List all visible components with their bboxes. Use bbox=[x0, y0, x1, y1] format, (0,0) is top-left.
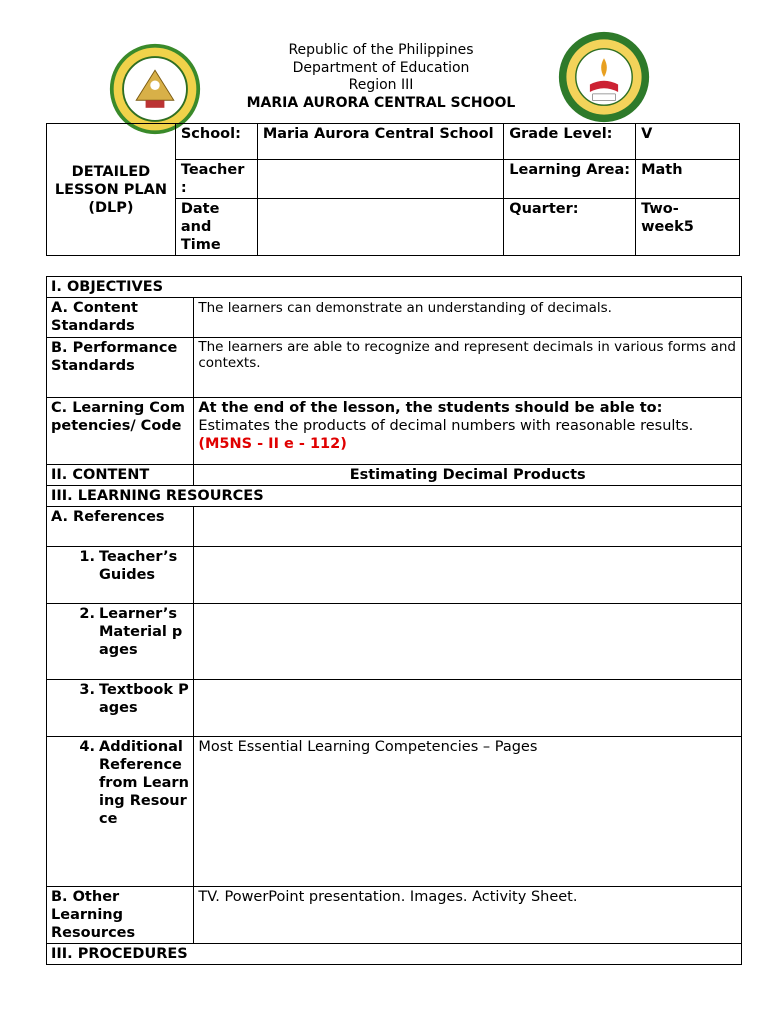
department-line: Department of Education bbox=[292, 59, 470, 76]
textbook-pages-value bbox=[194, 680, 742, 737]
ref2-number: 2. bbox=[79, 606, 95, 622]
ref4-number: 4. bbox=[79, 739, 95, 755]
ref3-number: 3. bbox=[79, 682, 95, 698]
additional-reference-label bbox=[47, 737, 194, 887]
ref1-number: 1. bbox=[79, 549, 95, 565]
teachers-guides-label bbox=[47, 547, 194, 604]
ref2-text: Learner’s Material pages bbox=[99, 606, 183, 658]
learning-competencies-value bbox=[194, 398, 742, 465]
maria-aurora-central-school-seal-icon bbox=[557, 30, 651, 124]
dlp-title: DETAILED LESSON PLAN (DLP) bbox=[47, 124, 176, 256]
learners-material-label bbox=[47, 604, 194, 680]
additional-reference-value: Most Essential Learning Competencies – Pages bbox=[194, 737, 742, 887]
dlp-info-table bbox=[46, 123, 740, 256]
competency-code: (M5NS - II e - 112) bbox=[198, 436, 347, 452]
competency-intro: At the end of the lesson, the students should be able to: bbox=[198, 400, 663, 416]
objectives-heading: I. OBJECTIVES bbox=[47, 277, 742, 298]
textbook-pages-label bbox=[47, 680, 194, 737]
content-standards-label: A. Content Standards bbox=[47, 298, 194, 338]
ref1-text: Teacher’s Guides bbox=[99, 549, 178, 583]
content-standards-value: The learners can demonstrate an understanding of decimals. bbox=[194, 298, 742, 338]
competency-text: Estimates the products of decimal numbers with reasonable results. bbox=[198, 418, 694, 434]
learners-material-value bbox=[194, 604, 742, 680]
school-label: School: bbox=[175, 124, 257, 160]
document-header bbox=[0, 30, 768, 120]
wesleyan-university-seal-icon bbox=[108, 42, 202, 136]
ref3-text: Textbook Pages bbox=[99, 682, 189, 716]
quarter-value: Two- week5 bbox=[636, 199, 740, 256]
learning-area-value: Math bbox=[636, 160, 740, 199]
grade-level-value: V bbox=[636, 124, 740, 160]
performance-standards-value: The learners are able to recognize and represent decimals in various forms and contexts. bbox=[194, 338, 742, 398]
grade-level-label: Grade Level: bbox=[504, 124, 636, 160]
header-text bbox=[200, 42, 562, 112]
school-name: MARIA AURORA CENTRAL SCHOOL bbox=[246, 94, 516, 111]
other-resources-value: TV. PowerPoint presentation. Images. Activity Sheet. bbox=[194, 887, 742, 944]
teachers-guides-value bbox=[194, 547, 742, 604]
performance-standards-label: B. Performance Standards bbox=[47, 338, 194, 398]
content-value: Estimating Decimal Products bbox=[194, 465, 742, 486]
teacher-label: Teacher : bbox=[175, 160, 257, 199]
republic-line: Republic of the Philippines bbox=[288, 42, 474, 58]
references-value bbox=[194, 507, 742, 547]
school-value: Maria Aurora Central School bbox=[257, 124, 503, 160]
content-label: II. CONTENT bbox=[47, 465, 194, 486]
learning-resources-heading: III. LEARNING RESOURCES bbox=[47, 486, 742, 507]
quarter-label: Quarter: bbox=[504, 199, 636, 256]
region-line: Region III bbox=[348, 77, 414, 93]
teacher-value bbox=[257, 160, 503, 199]
procedures-heading: III. PROCEDURES bbox=[47, 944, 742, 965]
references-label: A. References bbox=[47, 507, 194, 547]
learning-competencies-label: C. Learning Competencies/ Code bbox=[47, 398, 194, 465]
date-time-label: Date and Time bbox=[175, 199, 257, 256]
other-resources-label: B. Other Learning Resources bbox=[47, 887, 194, 944]
ref4-text: Additional Reference from Learning Resource bbox=[99, 739, 189, 827]
date-time-value bbox=[257, 199, 503, 256]
learning-area-label: Learning Area: bbox=[504, 160, 636, 199]
lesson-plan-table bbox=[46, 276, 742, 965]
